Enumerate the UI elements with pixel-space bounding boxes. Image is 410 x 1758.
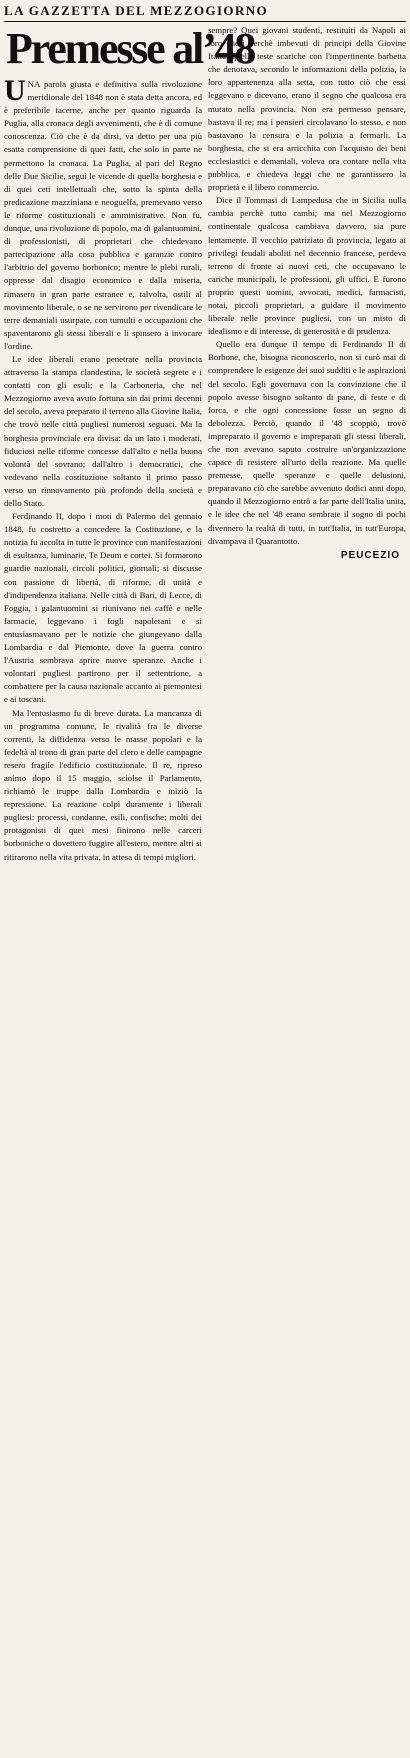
left-column-text: [4, 74, 202, 864]
paragraph: Quello era dunque il tempo di Ferdinando II di Borbone, che, bisogna riconoscerlo, non si curò mai di comprendere le esigenze dei suoi sudditi e le aspirazioni del secolo. Egli governava con la convinzione che il popolo avesse bisogno soltanto di pane, di feste e di forca, e che ogni concessione fosse un segno di debolezza. Perciò, quando il '48 scoppiò, trovò impreparato il governo e impreparati gli stessi liberali, che non avevano saputo costruire un'organizzazione capace di resistere all'urto della reazione. Ma quelle premesse, quelle speranze e quelle delusioni, preparavano ciò che sarebbe avvenuto dodici anni dopo, quando il Mezzogiorno entrò a far parte dell'Italia unita, e le idee che nel '48 erano sembrate il sogno di pochi divennero la realtà di tutti, in tutt'Italia, in tutt'Europa, divampava il Quarantotto.: [208, 339, 406, 546]
paragraph: Ma l'entusiasmo fu di breve durata. La mancanza di un programma comune, le rivalità fra le diverse correnti, la diffidenza verso le masse popolari e la fedeltà al trono di gran parte del clero e delle campagne resero fragile l'edificio costituzionale. Il re, ripreso animo dopo il 15 maggio, sciolse il Parlamento, richiamò le truppe dalla Lombardia e iniziò la repressione. La reazione colpì duramente i liberali pugliesi: processi, condanne, esili, confische; molti dei protagonisti di quei mesi finirono nelle carceri borboniche o dovettero fuggire all'estero, mentre altri si ritirarono nella vita privata, in attesa di tempi migliori.: [4, 707, 202, 862]
right-column-text: [208, 24, 406, 548]
article-title: Premesse al’48: [6, 24, 255, 73]
paragraph: [4, 74, 202, 353]
drop-cap: U: [4, 74, 26, 107]
paragraph: Ferdinando II, dopo i moti di Palermo del gennaio 1848, fu costretto a concedere la Costituzione, e la notizia fu accolta in tutte le province con manifestazioni di esultanza, luminarie, Te Deum e cortei. Si formarono guardie nazionali, circoli politici, giornali; si discusse con passione di libertà, di riforme, di unità e d'indipendenza italiana. Nelle città di Bari, di Lecce, di Foggia, i galantuomini si riunivano nei caffè e nelle farmacie, leggevano i fogli napoletani e si entusiasmavano per le notizie che giungevano dalla Lombardia e dal Piemonte, dove la guerra contro l'Austria sembrava aprire nuove speranze. Anche i volontari pugliesi partirono per il settentrione, a combattere per la causa nazionale accanto ai piemontesi e ai toscani.: [4, 511, 202, 705]
paragraph: sempre? Quei giovani studenti, restituiti da Napoli ai loro paesi perchè imbevuti di principi della Giovine Italia, quelle teste scariche con l'impertinente barbetta che denotava, secondo le informazioni della polizia, la loro appartenenza alla setta, con tutto ciò che essi leggevano e dicevano, erano il segno che qualcosa era mutato nella provincia. Non era permesso pensare, bastava il re; ma i pensieri circolavano lo stesso, e non bastavano la censura e la polizia a fermarli. La borghesia, che si era arricchita con l'acquisto dei beni ecclesiastici e demaniali, voleva ora contare nella vita pubblica, e chiedeva leggi che ne garantissero la proprietà e il libero commercio.: [208, 25, 406, 193]
left-column: [4, 24, 255, 864]
masthead: LA GAZZETTA DEL MEZZOGIORNO: [4, 3, 406, 22]
paragraph-text: NA parola giusta e definitiva sulla rivoluzione meridionale del 1848 non è stata detta ancora, ed è preferibile tacerne, anche per quanto riguarda la Puglia, alla cronaca degli avvenimenti, che è di comune conoscenza. Ciò che è da dirsi, va detto per una più esatta comprensione di quei fatti, che solo in parte ne permettono la cronaca. La Puglia, al pari del Regno delle Due Sicilie, seguì le vicende di quella borghesia e di quei ceti intellettuali che, sotto la spinta della predicazione mazziniana e neoguelfa, premevano verso le riforme costituzionali e amministrative. Non fu, dunque, una rivoluzione di popolo, ma di galantuomini, di professionisti, di proprietari che chiedevano partecipazione alla cosa pubblica e garanzie contro l'arbitrio del governo borbonico; mentre le plebi rurali, oppresse dal disagio economico e dalla miseria, rimasero in gran parte estranee e, talvolta, ostili al movimento liberale, o se ne servirono per rivendicare le terre demaniali usurpate, con tumulti e occupazioni che spaventarono gli stessi liberali e li spinsero a invocare l'ordine.: [4, 79, 202, 351]
article-columns: [4, 24, 406, 864]
right-column: [208, 24, 406, 864]
paragraph: Dice il Tommasi di Lampedusa che in Sicilia nulla cambia perchè tutto cambi; ma nel Mezzogiorno continentale qualcosa cambiava davvero, sia pure lentamente. Il vecchio patriziato di provincia, legato ai privilegi feudali aboliti nel decennio francese, perdeva terreno di fronte ai nuovi ceti, che occupavano le cariche municipali, le professioni, gli uffici. E furono proprio questi uomini, avvocati, medici, farmacisti, notai, piccoli proprietari, a guidare il movimento liberale nelle province pugliesi, con un misto di idealismo e di interesse, di generosità e di prudenza.: [208, 195, 406, 337]
author-signature: PEUCEZIO: [340, 549, 400, 561]
paragraph: Le idee liberali erano penetrate nella provincia attraverso la stampa clandestina, le società segrete e i contatti con gli esuli; e la Carboneria, che nel Mezzogiorno aveva avuto fortuna sin dai primi decenni del secolo, aveva preparato il terreno alla Giovine Italia, che trovò nelle città pugliesi numerosi seguaci. Ma la borghesia provinciale era divisa: da un lato i moderati, fiduciosi nelle riforme concesse dall'alto e nella buona volontà del sovrano; dall'altro i democratici, che vedevano nella costituzione soltanto il primo passo verso un rinnovamento più profondo della società e dello Stato.: [4, 353, 202, 508]
